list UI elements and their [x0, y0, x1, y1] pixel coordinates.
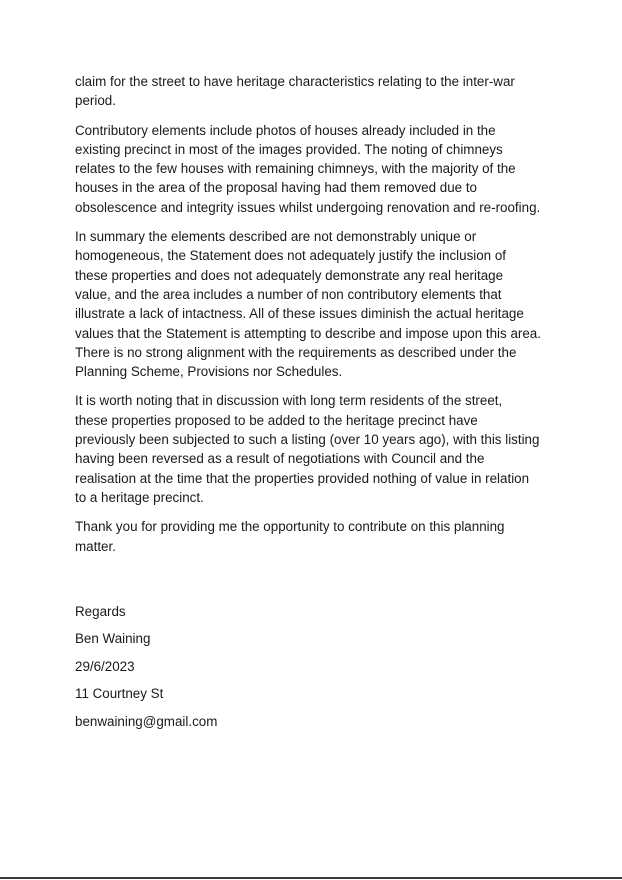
- paragraph-thanks: Thank you for providing me the opportunity to contribute on this planning matter.: [75, 519, 505, 554]
- signer-name: Ben Waining: [75, 631, 151, 647]
- paragraph-contributory-elements: Contributory elements include photos of houses already included in the existing precinct in most of the images provided. The noting of chimneys relates to the few houses with remaining chimneys, with the majority of the houses in the area of the proposal having had them removed due to obsolescence and integrity issues whilst undergoing renovation and re-roofing.: [75, 122, 541, 215]
- letter-body: [75, 72, 553, 739]
- closing-regards: Regards: [75, 603, 126, 619]
- page-bottom-edge: [0, 877, 622, 879]
- signoff-spacer: [75, 566, 553, 602]
- paragraph-inter-war-claim: claim for the street to have heritage characteristics relating to the inter-war period.: [75, 74, 515, 109]
- signer-email: benwaining@gmail.com: [75, 713, 218, 729]
- paragraph-summary: In summary the elements described are not demonstrably unique or homogeneous, the Statement does not adequately justify the inclusion of these properties and does not adequately demonstrate any real heritage value, and the area includes a number of non contributory elements that illustrate a lack of intactness. All of these issues diminish the actual heritage values that the Statement is attempting to describe and impose upon this area. There is no strong alignment with the requirements as described under the Planning Scheme, Provisions nor Schedules.: [75, 229, 541, 380]
- paragraph-previous-listing: It is worth noting that in discussion with long term residents of the street, these properties proposed to be added to the heritage precinct have previously been subjected to such a listing (over 10 years ago), with this listing having been reversed as a result of negotiations with Council and the realisation at the time that the properties provided nothing of value in relation to a heritage precinct.: [75, 393, 540, 505]
- signer-address: 11 Courtney St: [75, 686, 164, 702]
- letter-date: 29/6/2023: [75, 658, 135, 674]
